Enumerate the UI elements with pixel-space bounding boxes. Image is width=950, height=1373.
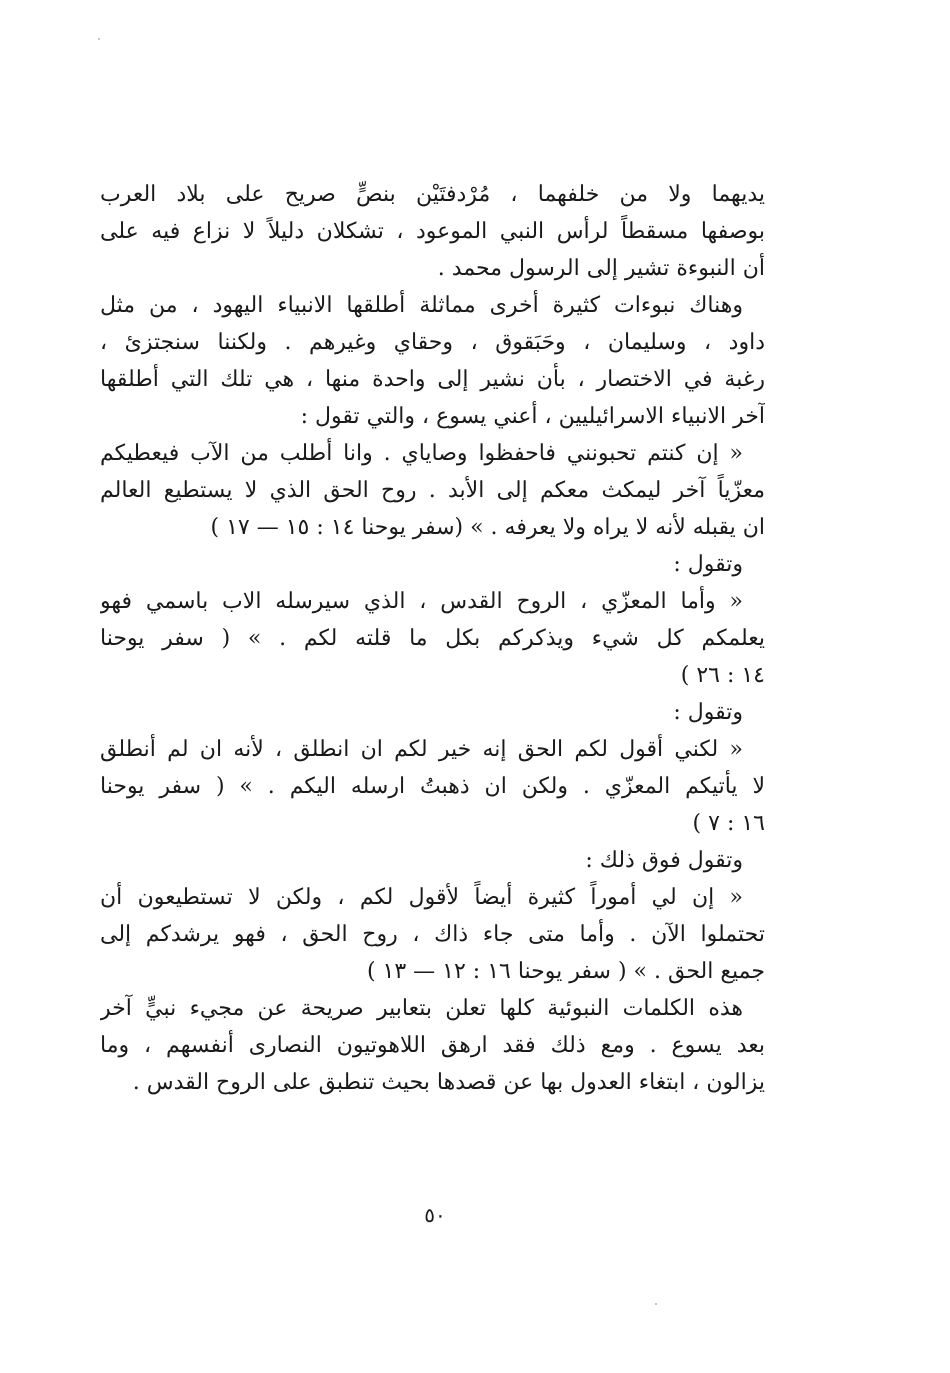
quote-line: جميع الحق . » ( سفر يوحنا ١٦ : ١٢ — ١٣ ) [366, 959, 765, 984]
quote-line: لا يأتيكم المعزّي . ولكن ان ذهبتُ ارسله اليكم . » ( سفر يوحنا [100, 774, 765, 799]
text-line: وتقول فوق ذلك : [585, 848, 743, 873]
quote-line: « إن لي أموراً كثيرة أيضاً لأقول لكم ، ولكن لا تستطيعون أن [100, 885, 743, 910]
text-line: وتقول : [673, 552, 743, 577]
text-line: آخر الانبياء الاسرائيليين ، أعني يسوع ، والتي تقول : [300, 404, 765, 429]
text-line: وهناك نبوءات كثيرة أخرى مماثلة أطلقها الانبياء اليهود ، من مثل [100, 293, 743, 318]
scan-speck [98, 38, 100, 40]
text-line: أن النبوءة تشير إلى الرسول محمد . [437, 256, 765, 281]
quote-line: « لكني أقول لكم الحق إنه خير لكم ان انطلق ، لأنه ان لم أنطلق [100, 737, 743, 762]
text-line: وتقول : [673, 700, 743, 725]
text-line: يديهما ولا من خلفهما ، مُرْدفتَيْن بنصٍّ صريح على بلاد العرب [100, 182, 765, 207]
scan-speck [655, 1303, 657, 1305]
quote-line: تحتملوا الآن . وأما متى جاء ذاك ، روح الحق ، فهو يرشدكم إلى [100, 922, 765, 947]
text-line: هذه الكلمات النبوئية كلها تعلن بتعابير صريحة عن مجيء نبيٍّ آخر [100, 996, 743, 1021]
text-line: بعد يسوع . ومع ذلك فقد ارهق اللاهوتيون النصارى أنفسهم ، وما [100, 1033, 765, 1058]
quote-line: ان يقبله لأنه لا يراه ولا يعرفه . » (سفر يوحنا ١٤ : ١٥ — ١٧ ) [210, 515, 765, 540]
page-number: ٥٠ [424, 1203, 446, 1227]
quote-line: « وأما المعزّي ، الروح القدس ، الذي سيرسله الاب باسمي فهو [100, 589, 743, 614]
text-line: بوصفها مسقطاً لرأس النبي الموعود ، تشكلان دليلاً لا نزاع فيه على [100, 219, 765, 244]
quote-line: ١٤ : ٢٦ ) [680, 663, 765, 688]
text-line: داود ، وسليمان ، وحَبَقوق ، وحقاي وغيرهم . ولكننا سنجتزئ ، [100, 330, 765, 355]
quote-line: ١٦ : ٧ ) [692, 811, 765, 836]
quote-line: معزّياً آخر ليمكث معكم إلى الأبد . روح الحق الذي لا يستطيع العالم [100, 478, 765, 503]
quote-line: « إن كنتم تحبونني فاحفظوا وصاياي . وانا أطلب من الآب فيعطيكم [100, 441, 743, 466]
text-line: يزالون ، ابتغاء العدول بها عن قصدها بحيث تنطبق على الروح القدس . [132, 1070, 765, 1095]
text-line: رغبة في الاختصار ، بأن نشير إلى واحدة منها ، هي تلك التي أطلقها [100, 367, 765, 392]
body-text [100, 176, 765, 1101]
quote-line: يعلمكم كل شيء ويذكركم بكل ما قلته لكم . » ( سفر يوحنا [100, 626, 765, 651]
